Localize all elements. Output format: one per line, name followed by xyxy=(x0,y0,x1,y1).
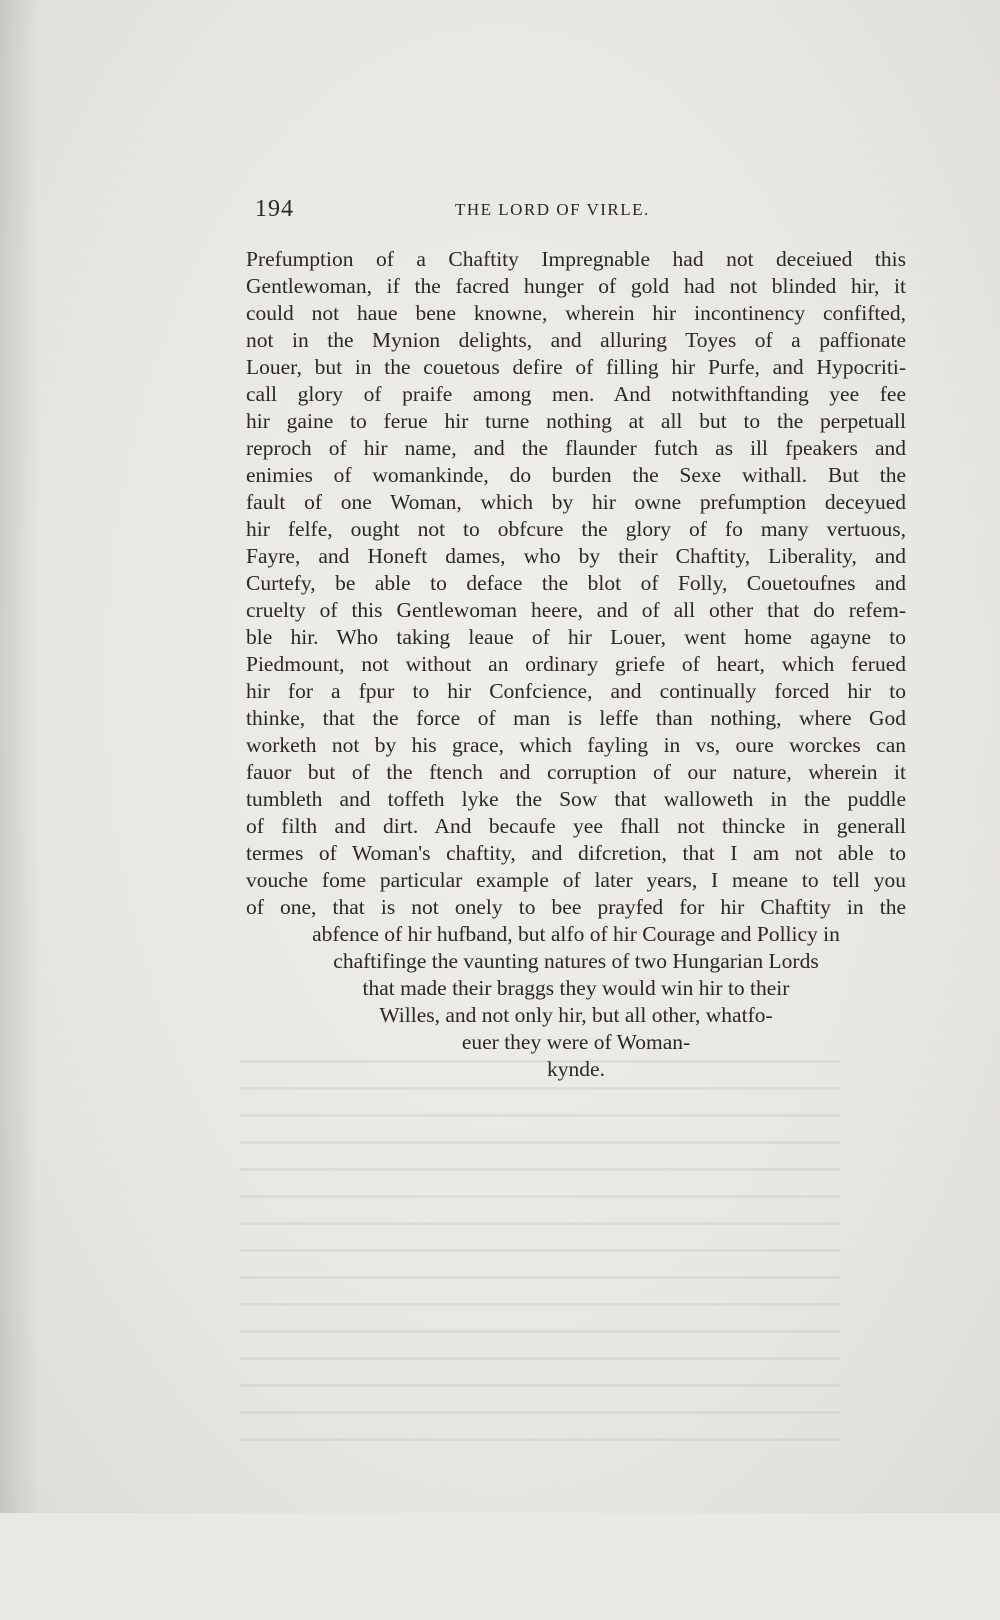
text-line: fault of one Woman, which by hir owne prefumption deceyued xyxy=(246,490,906,514)
text-line: termes of Woman's chaftity, and difcretion, that I am not able to xyxy=(246,841,906,865)
text-line: hir for a fpur to hir Confcience, and continually forced hir to xyxy=(246,679,906,703)
text-line: Piedmount, not without an ordinary griefe of heart, which ferued xyxy=(246,652,906,676)
text-line: of filth and dirt. And becaufe yee fhall not thincke in generall xyxy=(246,814,906,838)
page-number: 194 xyxy=(255,196,294,222)
body-text xyxy=(246,246,906,1083)
text-line: Louer, but in the couetous defire of filling hir Purfe, and Hypocriti- xyxy=(246,355,906,379)
text-line-tapered: euer they were of Woman- xyxy=(461,1030,691,1054)
text-line: Curtefy, be able to deface the blot of Folly, Couetoufnes and xyxy=(246,571,906,595)
text-line: Fayre, and Honeft dames, who by their Chaftity, Liberality, and xyxy=(246,544,906,568)
text-line: hir felfe, ought not to obfcure the glory of fo many vertuous, xyxy=(246,517,906,541)
page-header xyxy=(255,196,895,226)
text-line: call glory of praife among men. And notwithftanding yee fee xyxy=(246,382,906,406)
text-line-tapered: kynde. xyxy=(547,1057,605,1081)
text-line-tapered: chaftifinge the vaunting natures of two Hungarian Lords xyxy=(333,949,819,973)
text-line: of one, that is not onely to bee prayfed for hir Chaftity in the xyxy=(246,895,906,919)
text-line-tapered: abfence of hir hufband, but alfo of hir Courage and Pollicy in xyxy=(312,922,840,946)
text-line: cruelty of this Gentlewoman heere, and of all other that do refem- xyxy=(246,598,906,622)
text-line: fauor but of the ftench and corruption of our nature, wherein it xyxy=(246,760,906,784)
text-line: reproch of hir name, and the flaunder futch as ill fpeakers and xyxy=(246,436,906,460)
text-line: thinke, that the force of man is leffe than nothing, where God xyxy=(246,706,906,730)
text-line: vouche fome particular example of later years, I meane to tell you xyxy=(246,868,906,892)
spine-shadow xyxy=(0,0,40,1513)
text-line: not in the Mynion delights, and alluring Toyes of a paffionate xyxy=(246,328,906,352)
text-line: ble hir. Who taking leaue of hir Louer, went home agayne to xyxy=(246,625,906,649)
text-line: enimies of womankinde, do burden the Sexe withall. But the xyxy=(246,463,906,487)
text-line-tapered: that made their braggs they would win hir to their xyxy=(362,976,790,1000)
text-line: tumbleth and toffeth lyke the Sow that walloweth in the puddle xyxy=(246,787,906,811)
text-line: Gentlewoman, if the facred hunger of gold had not blinded hir, it xyxy=(246,274,906,298)
show-through-texture xyxy=(240,1060,840,1620)
text-line-tapered: Willes, and not only hir, but all other, whatfo- xyxy=(379,1003,773,1027)
text-line: could not haue bene knowne, wherein hir incontinency confifted, xyxy=(246,301,906,325)
text-line: hir gaine to ferue hir turne nothing at all but to the perpetuall xyxy=(246,409,906,433)
running-title: THE LORD OF VIRLE. xyxy=(455,200,650,219)
text-line: Prefumption of a Chaftity Impregnable had not deceiued this xyxy=(246,247,906,271)
text-line: worketh not by his grace, which fayling in vs, oure worckes can xyxy=(246,733,906,757)
